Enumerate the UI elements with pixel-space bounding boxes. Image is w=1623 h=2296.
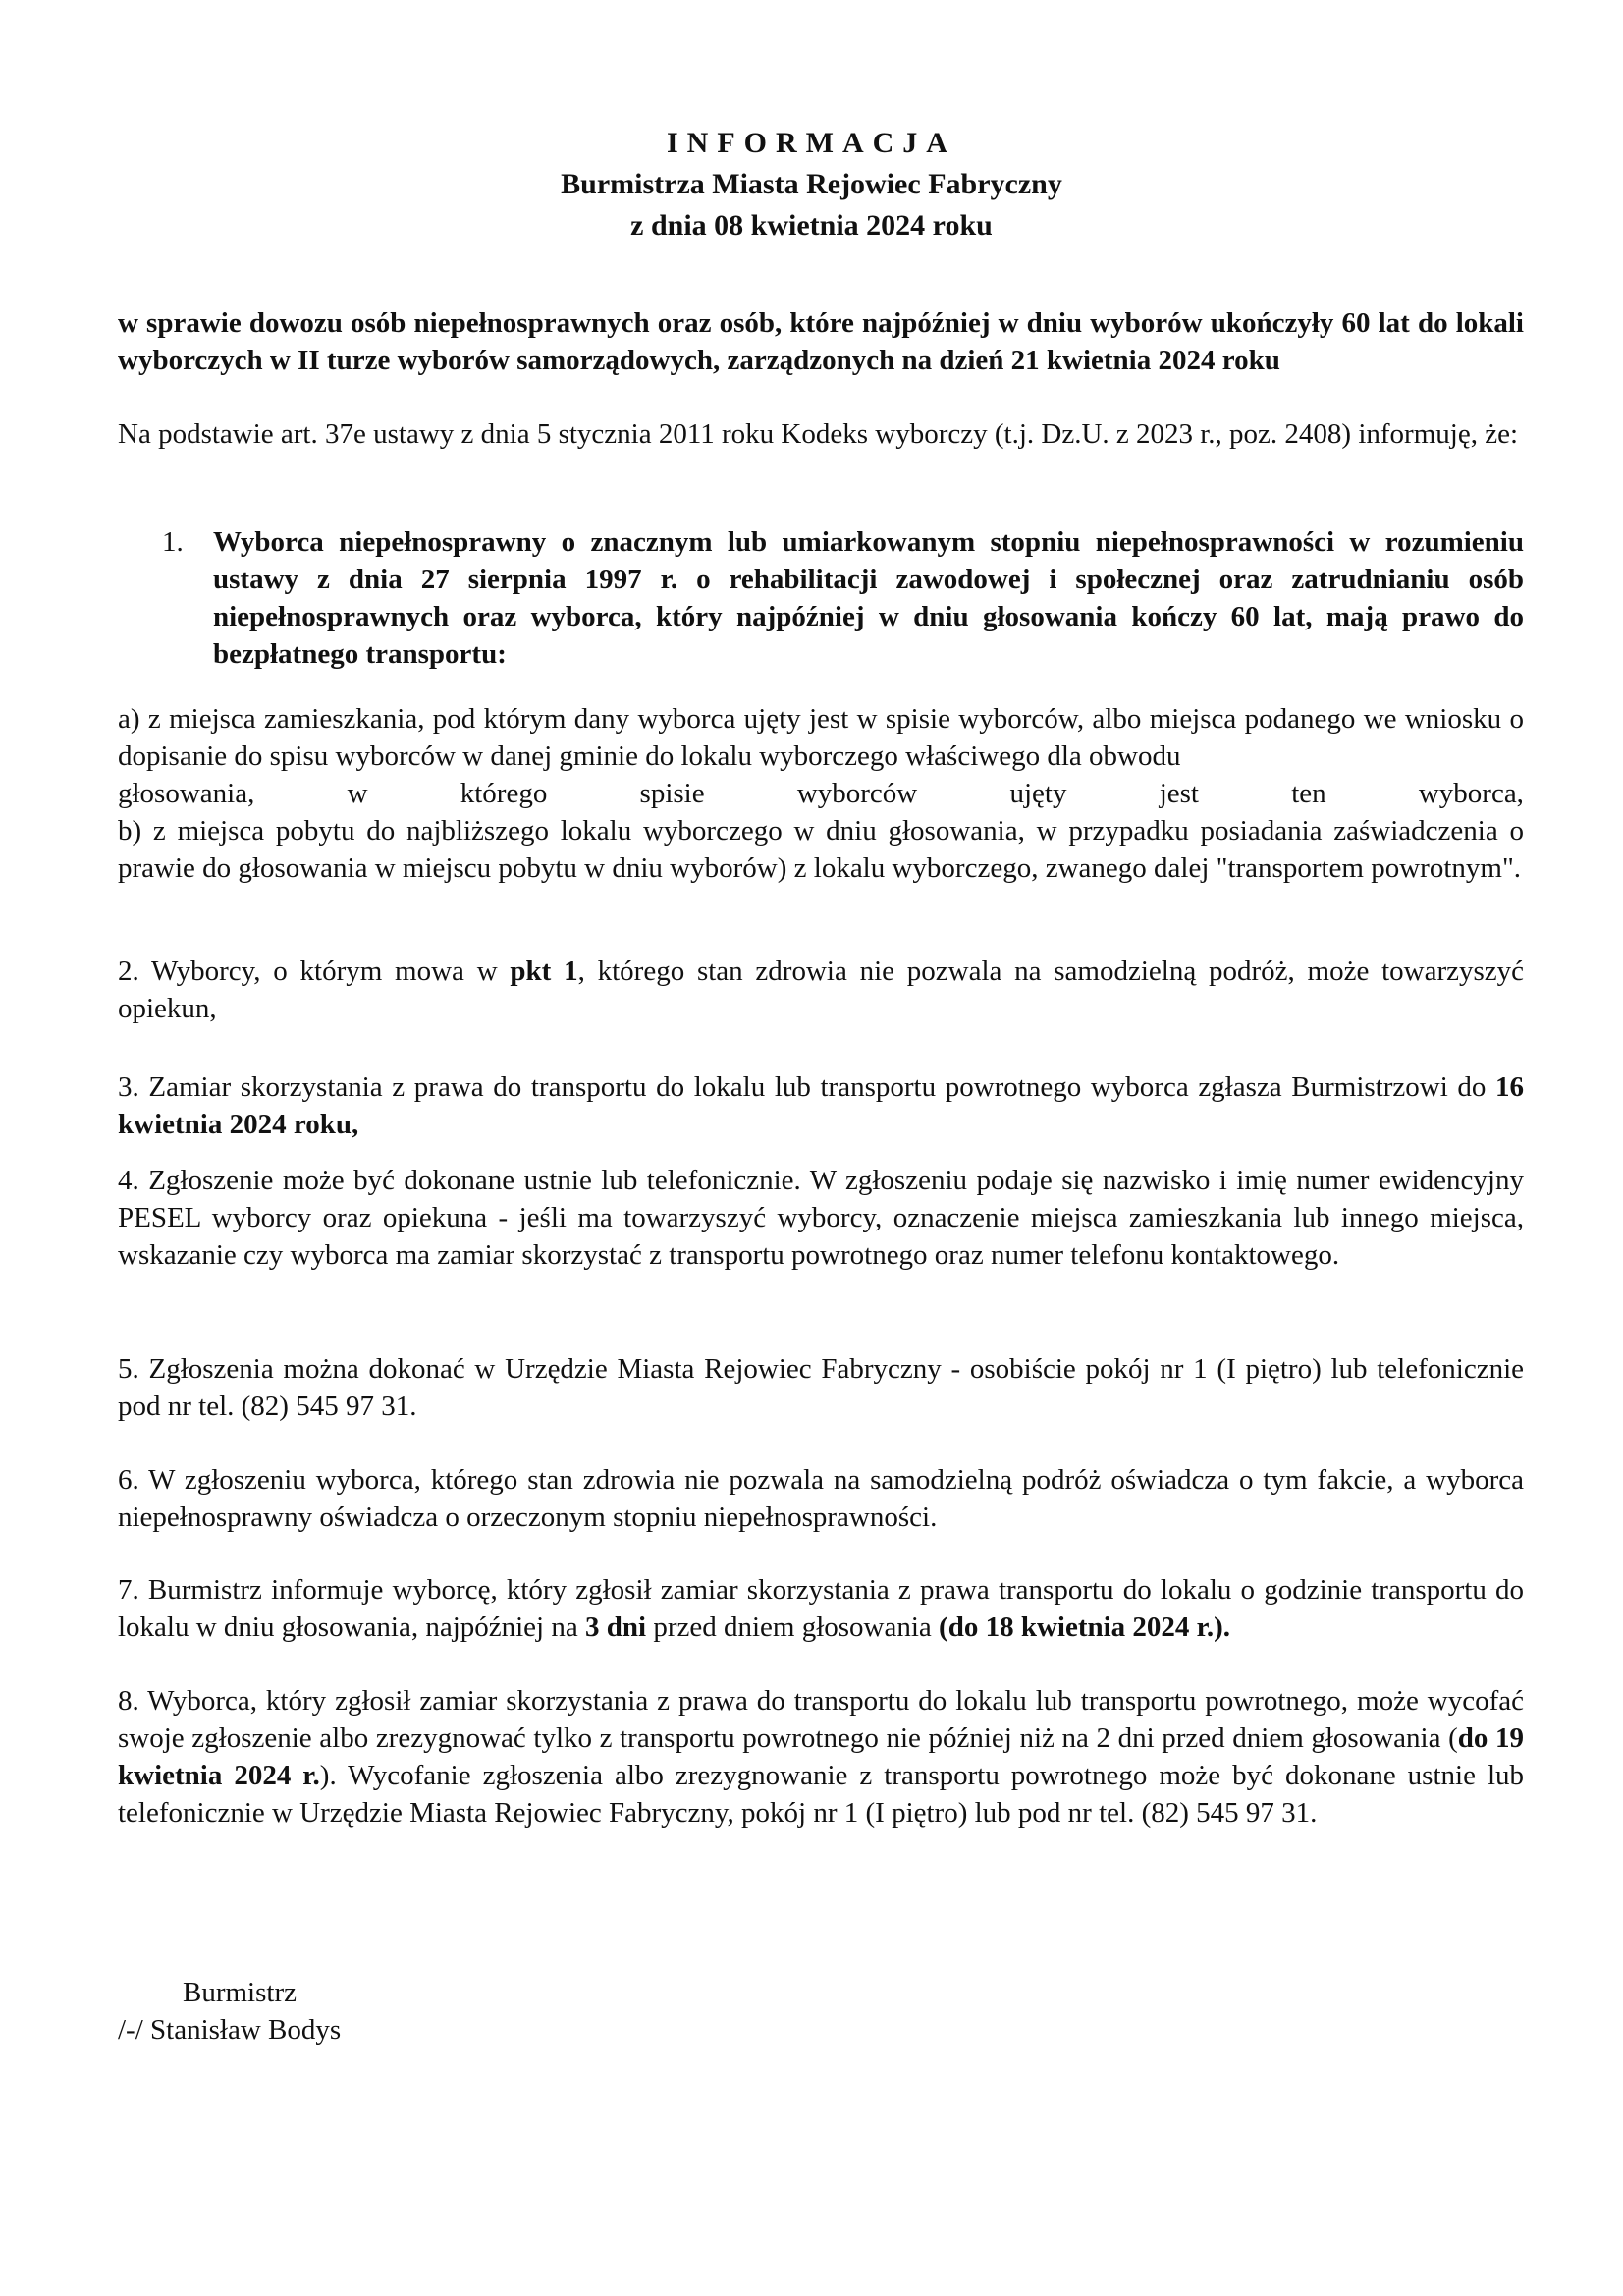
subject-paragraph: w sprawie dowozu osób niepełnosprawnych oraz osób, które najpóźniej w dniu wyborów ukończyły 60 lat do lokali wyborczych w II turze wyborów samorządowych, zarządzonych na dzień 21 kwietnia 2024 roku — [118, 307, 1524, 376]
point-a-word: głosowania, — [118, 778, 255, 809]
item-1-number: 1. — [162, 526, 184, 558]
point-a-word: ujęty — [1009, 778, 1067, 809]
paragraph-2-text-a: 2. Wyborcy, o którym mowa w — [118, 956, 511, 987]
date-line: z dnia 08 kwietnia 2024 roku — [630, 209, 993, 242]
point-a-word: wyborców — [796, 778, 918, 809]
paragraph-2 — [118, 953, 1524, 1027]
paragraph-5: 5. Zgłoszenia można dokonać w Urzędzie Miasta Rejowiec Fabryczny - osobiście pokój nr 1 (I piętro) lub telefonicznie pod nr tel. (82) 545 97 31. — [118, 1353, 1524, 1422]
paragraph-8-text-a: 8. Wyborca, który zgłosił zamiar skorzystania z prawa do transportu do lokalu lub transportu powrotnego, może wycofać swoje zgłoszenie albo zrezygnować tylko z transportu powrotnego nie później niż na 2 dni przed dniem głosowania ( — [118, 1685, 1524, 1754]
paragraph-7-text-b: przed dniem głosowania — [646, 1612, 940, 1643]
signature-title: Burmistrz — [183, 1977, 297, 2008]
point-a-word: jest — [1159, 778, 1199, 809]
point-a-word: spisie — [639, 778, 705, 809]
item-1-text: Wyborca niepełnosprawny o znacznym lub umiarkowanym stopniu niepełnosprawności w rozumieniu ustawy z dnia 27 sierpnia 1997 r. o rehabilitacji zawodowej i społecznej oraz zatrudnianiu osób niepełnosprawnych oraz wyborca, który najpóźniej w dniu głosowania kończy 60 lat, mają prawo do bezpłatnego transportu: — [213, 526, 1524, 670]
signature-block — [118, 1974, 341, 2049]
document-header — [0, 123, 1623, 246]
point-a-word: w — [347, 778, 368, 809]
paragraph-3 — [118, 1068, 1524, 1143]
point-a-word: którego — [460, 778, 548, 809]
point-a-text: a) z miejsca zamieszkania, pod którym dany wyborca ujęty jest w spisie wyborców, albo miejsca podanego we wniosku o dopisanie do spisu wyborców w danej gminie do lokalu wyborczego właściwego dla obwodu — [118, 703, 1524, 772]
point-a-word: ten — [1291, 778, 1326, 809]
paragraph-2-text-b: , którego stan zdrowia nie pozwala na samodzielną podróż, może towarzyszyć opiekun, — [118, 956, 1525, 1024]
paragraph-7-bold-2: (do 18 kwietnia 2024 r.). — [939, 1612, 1231, 1643]
legal-basis-paragraph: Na podstawie art. 37e ustawy z dnia 5 stycznia 2011 roku Kodeks wyborczy (t.j. Dz.U. z 2023 r., poz. 2408) informuję, że: — [118, 418, 1518, 450]
document-title: INFORMACJA — [667, 127, 956, 159]
point-a-word: wyborca, — [1418, 778, 1524, 809]
paragraph-7 — [118, 1571, 1524, 1646]
paragraph-3-bold: 16 kwietnia 2024 roku, — [118, 1071, 1524, 1140]
paragraph-8-bold: do 19 kwietnia 2024 r. — [118, 1722, 1524, 1791]
point-b-text: b) z miejsca pobytu do najbliższego lokalu wyborczego w dniu głosowania, w przypadku posiadania zaświadczenia o prawie do głosowania w miejscu pobytu w dniu wyborów) z lokalu wyborczego, zwanego dalej "transportem powrotnym". — [118, 815, 1524, 884]
paragraph-6: 6. W zgłoszeniu wyborca, którego stan zdrowia nie pozwala na samodzielną podróż oświadcza o tym fakcie, a wyborca niepełnosprawny oświadcza o orzeczonym stopniu niepełnosprawności. — [118, 1464, 1524, 1533]
signature-name: /-/ Stanisław Bodys — [118, 2014, 342, 2046]
paragraph-2-bold: pkt 1 — [510, 956, 578, 987]
paragraph-7-text-a: 7. Burmistrz informuje wyborcę, który zgłosił zamiar skorzystania z prawa transportu do lokalu o godzinie transportu do lokalu w dniu głosowania, najpóźniej na — [118, 1574, 1524, 1643]
issuer-line: Burmistrza Miasta Rejowiec Fabryczny — [561, 168, 1062, 200]
paragraph-4: 4. Zgłoszenie może być dokonane ustnie lub telefonicznie. W zgłoszeniu podaje się nazwisko i imię numer ewidencyjny PESEL wyborcy oraz opiekuna - jeśli ma towarzyszyć wyborcy, oznaczenie miejsca zamieszkania lub innego miejsca, wskazanie czy wyborca ma zamiar skorzystać z transportu powrotnego oraz numer telefonu kontaktowego. — [118, 1165, 1524, 1271]
paragraph-8 — [118, 1682, 1524, 1831]
paragraph-3-text-a: 3. Zamiar skorzystania z prawa do transportu do lokalu lub transportu powrotnego wyborca zgłasza Burmistrzowi do — [118, 1071, 1495, 1103]
point-a-justified-line — [118, 775, 1524, 812]
paragraph-7-bold-1: 3 dni — [584, 1612, 647, 1643]
item-1 — [162, 523, 1524, 673]
points-a-b — [118, 700, 1524, 887]
paragraph-8-text-b: ). Wycofanie zgłoszenia albo zrezygnowanie z transportu powrotnego może być dokonane ustnie lub telefonicznie w Urzędzie Miasta Rejowiec Fabryczny, pokój nr 1 (I piętro) lub pod nr tel. (82) 545 97 31. — [118, 1760, 1524, 1829]
